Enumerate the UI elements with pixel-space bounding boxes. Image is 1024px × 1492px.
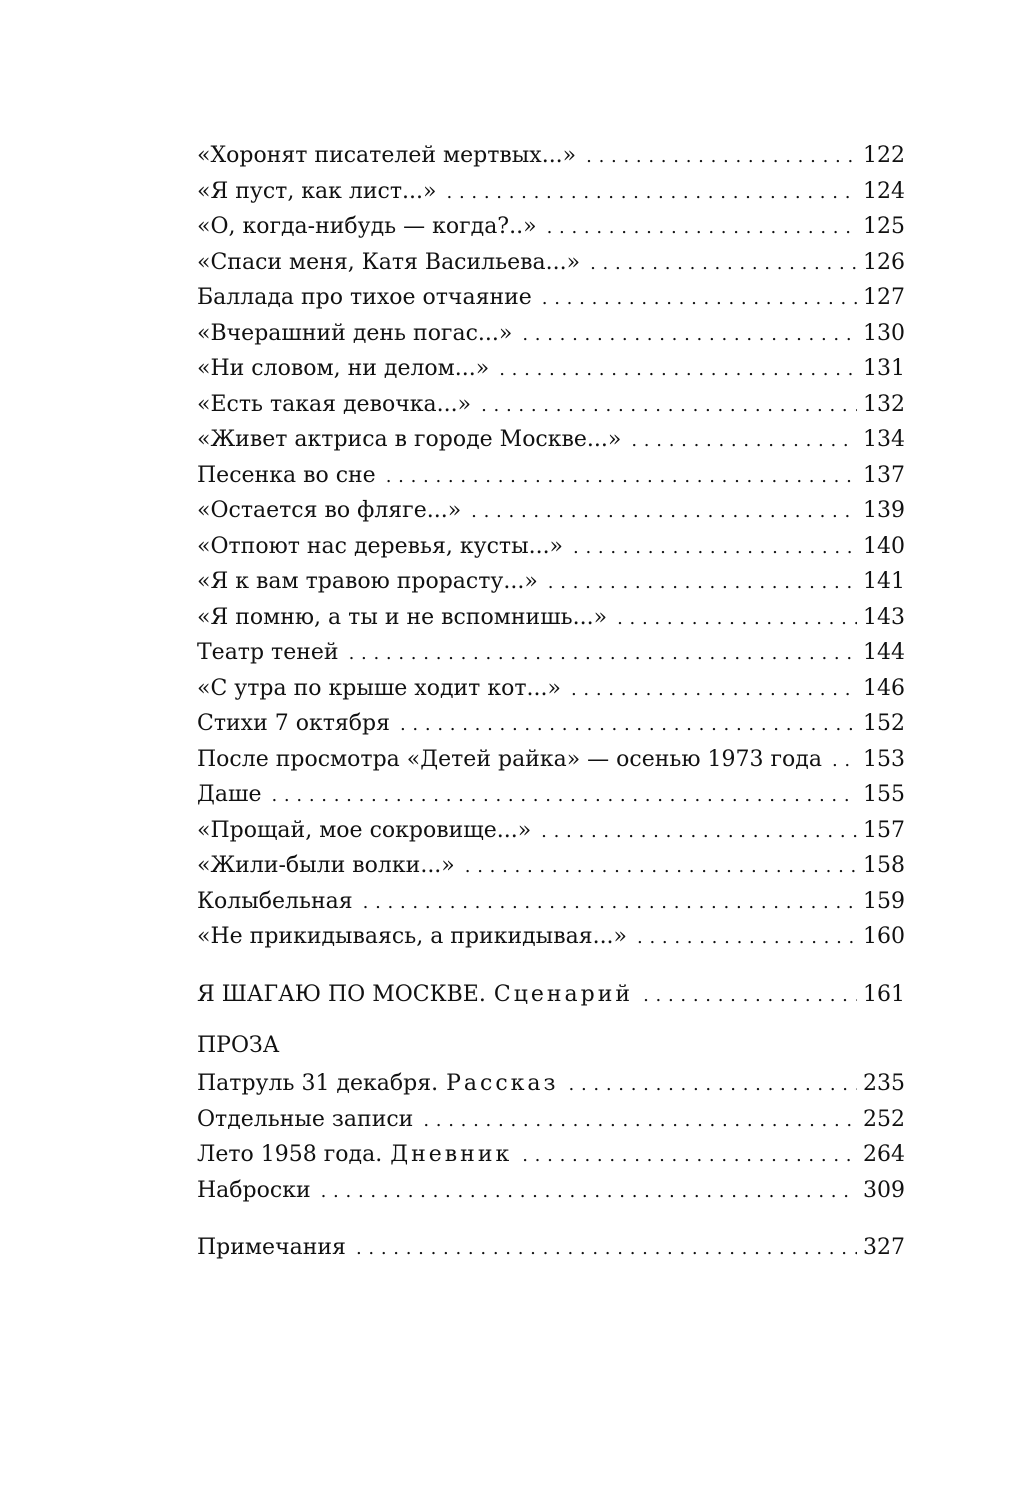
toc-entry-title [197, 635, 339, 671]
toc-entry-page: 134 [863, 427, 905, 452]
toc-entry[interactable] [197, 209, 905, 245]
toc-entry-title-text: Патруль 31 декабря. [197, 1071, 439, 1096]
dot-leader [447, 175, 858, 211]
toc-entry[interactable] [197, 742, 905, 778]
toc-entry[interactable] [197, 884, 905, 920]
toc-entry-page: 131 [863, 356, 905, 381]
poems-list [197, 138, 905, 955]
toc-entry-page: 155 [863, 782, 905, 807]
toc-entry[interactable] [197, 919, 905, 955]
toc-entry-title-text: Стихи 7 октября [197, 711, 390, 736]
toc-entry-title [197, 919, 627, 955]
toc-entry-title [197, 138, 576, 174]
toc-entry-title [197, 174, 437, 210]
dot-leader [547, 210, 857, 246]
toc-entry-title-text: «Жили-были волки...» [197, 853, 455, 878]
toc-entry-title [197, 493, 461, 529]
toc-entry-title [197, 564, 538, 600]
toc-entry-page: 144 [863, 640, 905, 665]
toc-entry-title-text: «Я пуст, как лист...» [197, 178, 437, 204]
dot-leader [321, 1174, 857, 1210]
dot-leader [386, 459, 857, 495]
toc-entry-page: 125 [863, 214, 905, 239]
toc-entry-page: 157 [863, 817, 905, 843]
dot-leader [571, 672, 857, 708]
toc-entry[interactable] [197, 280, 905, 316]
toc-entry-page: 146 [863, 675, 905, 701]
toc-entry-title-text: Даше [197, 782, 262, 807]
dot-leader [499, 352, 857, 388]
dot-leader [271, 778, 857, 814]
toc-entry-title [197, 458, 376, 494]
dot-leader [590, 246, 857, 282]
toc-entry-title-text: Наброски [197, 1177, 311, 1203]
toc-entry-title [197, 742, 822, 778]
toc-entry-title [197, 1173, 311, 1209]
toc-entry-title-text: «Спаси меня, Катя Васильева...» [197, 249, 581, 275]
toc-entry-title-text: «Не прикидываясь, а прикидывая...» [197, 924, 628, 949]
toc-entry-title-text: Колыбельная [197, 888, 353, 914]
toc-entry-page: 309 [863, 1177, 905, 1203]
toc-entry-title-text: «Я помню, а ты и не вспомнишь...» [197, 604, 608, 630]
toc-entry-title [197, 1066, 559, 1102]
dot-leader [423, 1103, 857, 1139]
screenplay-kind: Сценарий [493, 981, 634, 1007]
toc-entry[interactable] [197, 174, 905, 210]
dot-leader [349, 636, 857, 672]
toc-entry[interactable] [197, 777, 905, 813]
toc-entry-page: 153 [863, 746, 905, 772]
toc-entry[interactable] [197, 1102, 905, 1138]
toc-entry-title-text: «Отпоют нас деревья, кусты...» [197, 533, 564, 559]
dot-leader [471, 494, 857, 530]
dot-leader [522, 1138, 857, 1174]
dot-leader [541, 814, 857, 850]
dot-leader [400, 707, 857, 743]
toc-entry[interactable] [197, 848, 905, 884]
toc-entry-page: 158 [863, 853, 905, 878]
toc-entry-page: 327 [863, 1235, 905, 1260]
toc-entry-title [197, 600, 607, 636]
toc-entry-page: 122 [863, 143, 905, 168]
toc-entry-page: 152 [863, 711, 905, 736]
toc-entry-title-text: Баллада про тихое отчаяние [197, 285, 532, 310]
toc-entry-title-text: «Остается во фляге...» [197, 498, 462, 523]
toc-entry[interactable] [197, 138, 905, 174]
toc-entry-title [197, 529, 563, 565]
toc-entry-page: 159 [863, 888, 905, 914]
toc-entry[interactable] [197, 635, 905, 671]
toc-entry-title [197, 351, 489, 387]
toc-entry-title: Примечания [197, 1235, 346, 1260]
toc-entry-title-text: Лето 1958 года. [197, 1142, 383, 1167]
toc-entry-title-text: «О, когда-нибудь — когда?..» [197, 214, 537, 239]
spacer [197, 1208, 905, 1230]
table-of-contents [197, 138, 905, 1266]
dot-leader [363, 885, 857, 921]
toc-entry-screenplay[interactable] [197, 977, 905, 1013]
toc-entry-notes[interactable] [197, 1230, 905, 1266]
toc-entry[interactable] [197, 245, 905, 281]
toc-entry-title [197, 1137, 512, 1173]
dot-leader [643, 978, 857, 1014]
dot-leader [631, 423, 857, 459]
toc-entry[interactable] [197, 529, 905, 565]
prose-list [197, 1066, 905, 1208]
toc-entry-page: 139 [863, 498, 905, 523]
dot-leader [832, 743, 857, 779]
dot-leader [481, 388, 857, 424]
toc-entry[interactable] [197, 316, 905, 352]
toc-entry-page: 160 [863, 924, 905, 949]
toc-entry[interactable] [197, 813, 905, 849]
toc-entry[interactable] [197, 1173, 905, 1209]
toc-entry-title-text: После просмотра «Детей райка» — осенью 1973 года [197, 746, 822, 772]
toc-entry[interactable] [197, 493, 905, 529]
toc-entry-kind: Рассказ [446, 1071, 559, 1096]
dot-leader [465, 849, 857, 885]
toc-entry-title [197, 706, 390, 742]
screenplay-title: Я ШАГАЮ ПО МОСКВЕ. [197, 981, 486, 1007]
toc-entry-title [197, 777, 261, 813]
dot-leader [569, 1067, 857, 1103]
toc-entry-kind: Дневник [390, 1142, 513, 1167]
toc-entry[interactable] [197, 600, 905, 636]
toc-entry[interactable] [197, 351, 905, 387]
dot-leader [548, 565, 857, 601]
toc-entry-page: 126 [863, 249, 905, 275]
dot-leader [586, 139, 857, 175]
toc-entry-title [197, 884, 353, 920]
toc-entry-title-text: Отдельные записи [197, 1106, 414, 1132]
toc-entry-page: 252 [863, 1106, 905, 1132]
toc-entry[interactable] [197, 387, 905, 423]
toc-entry-title [197, 422, 621, 458]
toc-entry-title [197, 813, 531, 849]
toc-entry[interactable] [197, 1137, 905, 1173]
dot-leader [637, 920, 857, 956]
toc-entry-title-text: «Вчерашний день погас...» [197, 320, 513, 346]
toc-entry-title [197, 1102, 413, 1138]
dot-leader [617, 601, 857, 637]
toc-entry[interactable] [197, 671, 905, 707]
spacer [197, 1012, 905, 1026]
toc-entry-page: 127 [863, 285, 905, 310]
toc-entry-title [197, 280, 532, 316]
toc-entry[interactable] [197, 1066, 905, 1102]
toc-entry-title [197, 671, 561, 707]
toc-entry-page: 264 [863, 1142, 905, 1167]
toc-entry[interactable] [197, 564, 905, 600]
toc-entry[interactable] [197, 458, 905, 494]
toc-entry-title [197, 316, 512, 352]
toc-entry-title [197, 245, 580, 281]
dot-leader [522, 317, 857, 353]
dot-leader [542, 281, 857, 317]
spacer [197, 955, 905, 977]
toc-entry-page: 140 [863, 533, 905, 559]
toc-entry-title-text: «Хоронят писателей мертвых...» [197, 143, 577, 168]
toc-entry-page: 130 [863, 320, 905, 346]
toc-entry-page: 161 [863, 981, 905, 1007]
toc-entry-title [197, 848, 455, 884]
section-heading-prose: ПРОЗА [197, 1033, 280, 1058]
toc-entry-title-text: «Я к вам травою прорасту...» [197, 569, 538, 594]
toc-entry-page: 137 [863, 462, 905, 488]
toc-entry-page: 124 [863, 178, 905, 204]
dot-leader [573, 530, 857, 566]
toc-entry-title-text: Театр теней [197, 640, 339, 665]
toc-entry-title-text: «Прощай, мое сокровище...» [197, 817, 532, 843]
toc-entry-title [197, 387, 471, 423]
toc-entry-page: 235 [863, 1071, 905, 1096]
toc-entry-title-text: «С утра по крыше ходит кот...» [197, 675, 561, 701]
toc-entry-page: 143 [863, 604, 905, 630]
toc-entry-title-text: «Есть такая девочка...» [197, 391, 472, 417]
dot-leader [356, 1231, 857, 1267]
toc-entry[interactable] [197, 706, 905, 742]
toc-entry-title [197, 977, 633, 1013]
toc-entry[interactable] [197, 422, 905, 458]
toc-entry-title-text: «Живет актриса в городе Москве...» [197, 427, 622, 452]
toc-entry-title-text: «Ни словом, ни делом...» [197, 356, 490, 381]
toc-entry-title [197, 209, 537, 245]
toc-entry-page: 132 [863, 391, 905, 417]
toc-entry-title-text: Песенка во сне [197, 462, 376, 488]
toc-entry-page: 141 [863, 569, 905, 594]
